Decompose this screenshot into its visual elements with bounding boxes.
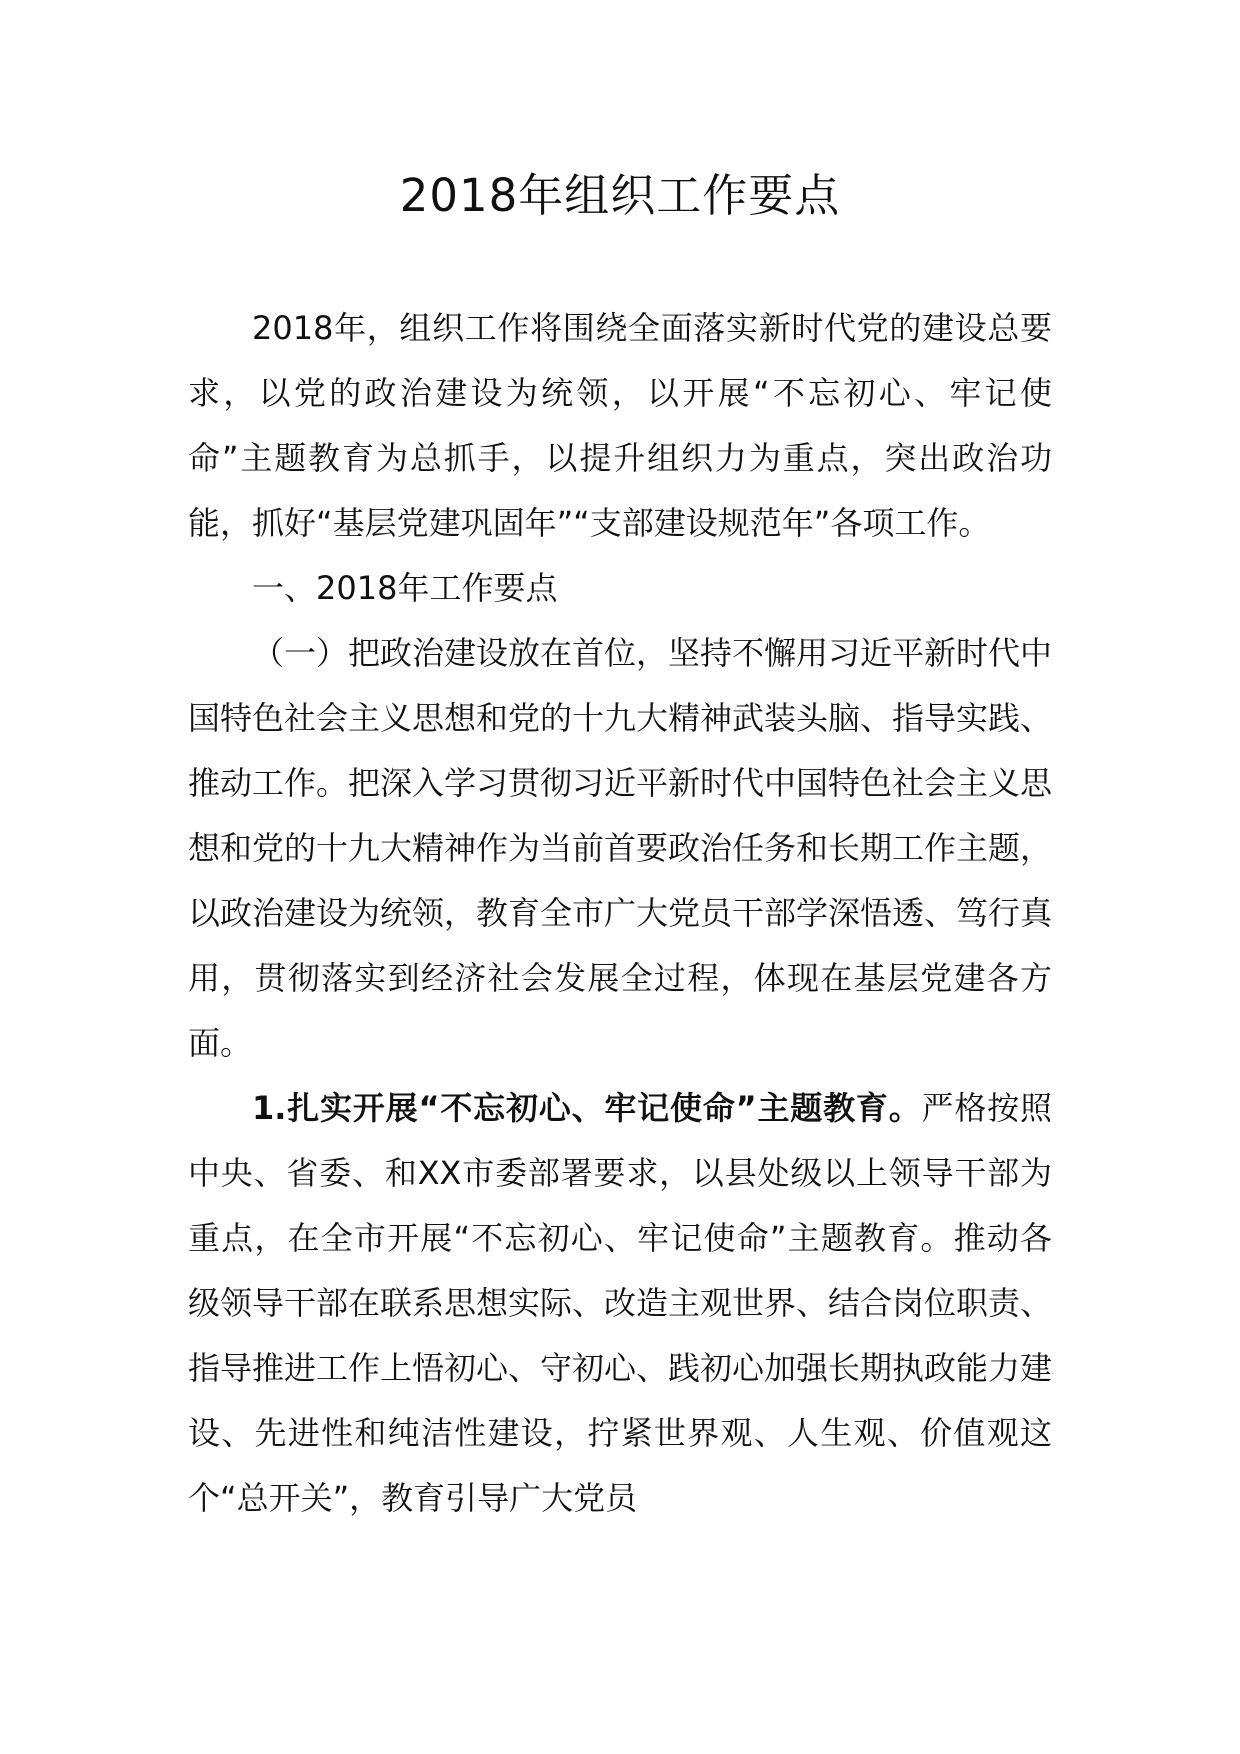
document-body [188,296,1052,1531]
item-paragraph [188,1076,1052,1531]
section-heading: 一、2018年工作要点 [252,569,558,607]
document-title: 2018年组织工作要点 [399,169,841,222]
item-body: 严格按照中央、省委、和XX市委部署要求，以县处级以上领导干部为重点，在全市开展“不忘初心、牢记使命”主题教育。推动各级领导干部在联系思想实际、改造主观世界、结合岗位职责、指导推进工作上悟初心、守初心、践初心加强长期执政能力建设、先进性和纯洁性建设，拧紧世界观、人生观、价值观这个“总开关”，教育引导广大党员 [188,1089,1053,1517]
item-lead: 1.扎实开展“不忘初心、牢记使命”主题教育。 [252,1089,922,1127]
subsection-paragraph: （一）把政治建设放在首位，坚持不懈用习近平新时代中国特色社会主义思想和党的十九大精神武装头脑、指导实践、推动工作。把深入学习贯彻习近平新时代中国特色社会主义思想和党的十九大精神作为当前首要政治任务和长期工作主题，以政治建设为统领，教育全市广大党员干部学深悟透、笃行真用，贯彻落实到经济社会发展全过程，体现在基层党建各方面。 [188,634,1053,1062]
intro-paragraph: 2018年，组织工作将围绕全面落实新时代党的建设总要求，以党的政治建设为统领，以开展“不忘初心、牢记使命”主题教育为总抓手，以提升组织力为重点，突出政治功能，抓好“基层党建巩固年”“支部建设规范年”各项工作。 [188,309,1052,542]
